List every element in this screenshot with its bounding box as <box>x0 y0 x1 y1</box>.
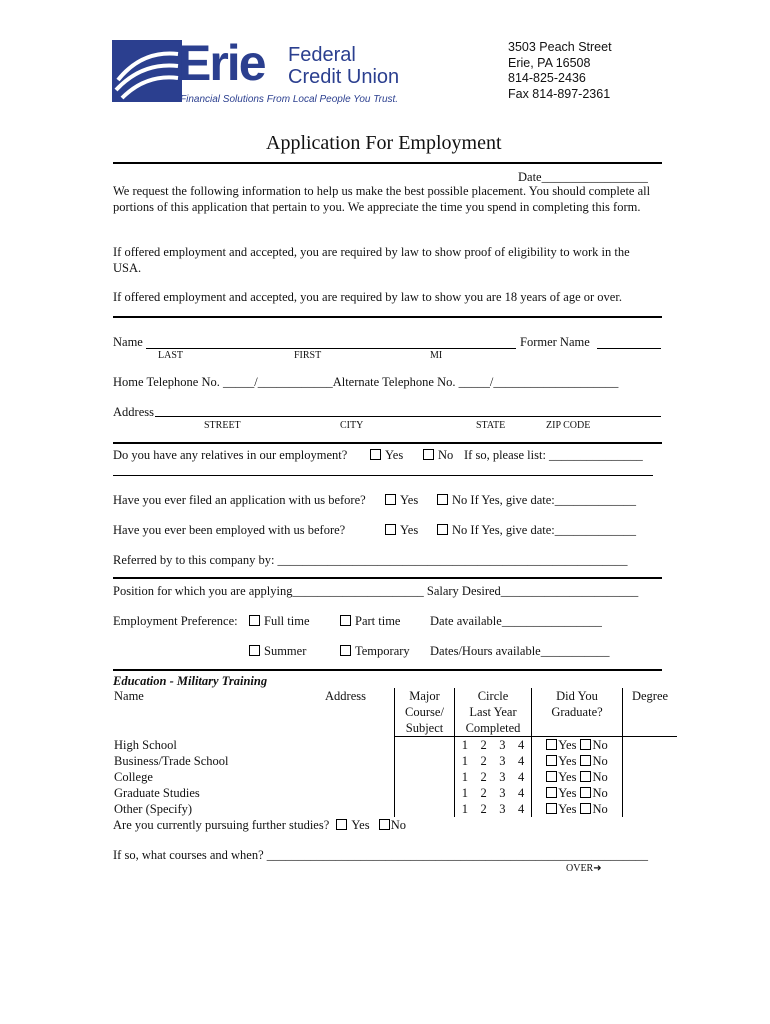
date-available-field[interactable]: Date available________________ <box>430 614 602 628</box>
logo-line1: Federal <box>288 44 356 66</box>
checkbox-icon[interactable] <box>580 771 591 782</box>
major-cell[interactable] <box>395 737 455 754</box>
degree-cell[interactable] <box>623 737 678 754</box>
over-text: OVER <box>566 863 594 874</box>
logo-line2: Credit Union <box>288 66 400 88</box>
address-city: Erie, PA 16508 <box>508 55 591 70</box>
years-cell[interactable]: 1 2 3 4 <box>455 785 532 801</box>
address-phone: 814-825-2436 <box>508 71 586 85</box>
city-caption: CITY <box>340 420 364 431</box>
checkbox-icon[interactable] <box>336 819 347 830</box>
section-divider <box>113 577 662 579</box>
relatives-line[interactable] <box>113 475 653 476</box>
graduate-cell[interactable] <box>532 785 623 801</box>
eligibility-paragraph: If offered employment and accepted, you are required by law to show proof of eligibility to work in the USA. <box>113 245 630 275</box>
part-time-option[interactable] <box>340 614 400 629</box>
row-label: College <box>114 770 153 784</box>
employed-question: Have you ever been employed with us before? <box>113 523 346 537</box>
yes-label: Yes <box>558 754 577 768</box>
checkbox-icon[interactable] <box>546 787 557 798</box>
table-row <box>112 801 677 817</box>
relatives-no[interactable] <box>423 448 453 463</box>
summer-label: Summer <box>264 644 307 658</box>
yes-label: Yes <box>558 770 577 784</box>
years-cell[interactable]: 1 2 3 4 <box>455 801 532 817</box>
street-caption: STREET <box>204 420 241 431</box>
table-row <box>112 785 677 801</box>
checkbox-icon[interactable] <box>437 494 448 505</box>
further-studies-question <box>113 818 406 833</box>
first-caption: FIRST <box>294 350 322 361</box>
temporary-option[interactable] <box>340 644 410 659</box>
col-major-header: Major Course/ Subject <box>395 688 455 737</box>
yes-label: Yes <box>385 448 404 462</box>
referred-line[interactable]: Referred by to this company by: ________________________________________________________ <box>113 553 628 567</box>
checkbox-icon[interactable] <box>546 803 557 814</box>
filed-question: Have you ever filed an application with us before? <box>113 493 366 507</box>
checkbox-icon[interactable] <box>580 803 591 814</box>
education-heading: Education - Military Training <box>113 674 268 688</box>
name-field[interactable] <box>146 348 516 349</box>
former-name-label: Former Name <box>520 335 590 349</box>
table-row <box>112 769 677 785</box>
checkbox-icon[interactable] <box>385 494 396 505</box>
company-address <box>508 40 612 102</box>
checkbox-icon[interactable] <box>385 524 396 535</box>
preference-label: Employment Preference: <box>113 614 238 628</box>
no-label: No <box>592 754 608 768</box>
phone-line[interactable]: Home Telephone No. _____/____________Alternate Telephone No. _____/____________________ <box>113 375 619 389</box>
date-field[interactable]: Date_________________ <box>518 170 648 184</box>
col-address-header: Address <box>325 689 366 703</box>
state-caption: STATE <box>476 420 506 431</box>
title-divider <box>113 162 662 164</box>
checkbox-icon[interactable] <box>379 819 390 830</box>
summer-option[interactable] <box>249 644 306 659</box>
last-caption: LAST <box>158 350 183 361</box>
checkbox-icon[interactable] <box>437 524 448 535</box>
name-label: Name <box>113 335 143 349</box>
arrow-right-icon: ➜ <box>593 863 602 874</box>
employed-no[interactable] <box>437 523 636 538</box>
years-cell[interactable]: 1 2 3 4 <box>455 737 532 754</box>
logo-tagline: Financial Solutions From Local People You Trust. <box>180 94 399 105</box>
checkbox-icon[interactable] <box>546 739 557 750</box>
yes-label: Yes <box>558 786 577 800</box>
logo <box>112 35 400 108</box>
row-label: Other (Specify) <box>114 802 193 816</box>
address-street: 3503 Peach Street <box>508 40 612 54</box>
no-label: No <box>390 818 406 832</box>
major-cell[interactable] <box>395 801 455 817</box>
logo-brand: Erie <box>178 35 265 91</box>
major-cell[interactable] <box>395 785 455 801</box>
section-divider <box>113 316 662 318</box>
no-label: No <box>438 448 454 462</box>
checkbox-icon[interactable] <box>423 449 434 460</box>
relatives-question: Do you have any relatives in our employment? <box>113 448 348 462</box>
courses-line[interactable]: If so, what courses and when? _____________________________________________________________ <box>113 848 649 862</box>
col-circle-header: Circle Last Year Completed <box>455 688 532 737</box>
no-label: No If Yes, give date:_____________ <box>452 493 637 507</box>
no-label: No <box>592 738 608 752</box>
major-cell[interactable] <box>395 769 455 785</box>
degree-cell[interactable] <box>623 785 678 801</box>
dates-hours-field[interactable]: Dates/Hours available___________ <box>430 644 610 658</box>
section-divider <box>113 669 662 671</box>
page-title: Application For Employment <box>266 132 502 154</box>
checkbox-icon[interactable] <box>546 755 557 766</box>
part-time-label: Part time <box>355 614 401 628</box>
no-label: No <box>592 770 608 784</box>
checkbox-icon[interactable] <box>340 615 351 626</box>
address-fax: Fax 814-897-2361 <box>508 86 611 101</box>
employed-yes[interactable] <box>385 523 418 538</box>
mi-caption: MI <box>430 350 443 361</box>
graduate-cell[interactable] <box>532 737 623 754</box>
no-label: No <box>592 802 608 816</box>
no-label: No If Yes, give date:_____________ <box>452 523 637 537</box>
degree-cell[interactable] <box>623 801 678 817</box>
full-time-option[interactable] <box>249 614 310 629</box>
checkbox-icon[interactable] <box>370 449 381 460</box>
checkbox-icon[interactable] <box>580 739 591 750</box>
yes-label: Yes <box>351 818 370 832</box>
yes-label: Yes <box>558 738 577 752</box>
years-cell[interactable]: 1 2 3 4 <box>455 753 532 769</box>
filed-yes[interactable] <box>385 493 418 508</box>
major-cell[interactable] <box>395 753 455 769</box>
full-time-label: Full time <box>264 614 310 628</box>
address-label: Address <box>113 405 154 419</box>
graduate-cell[interactable] <box>532 753 623 769</box>
yes-label: Yes <box>558 802 577 816</box>
checkbox-icon[interactable] <box>249 645 260 656</box>
position-line[interactable]: Position for which you are applying_____________________ Salary Desired______________________ <box>113 584 639 598</box>
col-degree-header: Degree <box>623 688 678 737</box>
row-label: Business/Trade School <box>114 754 229 768</box>
yes-label: Yes <box>400 493 419 507</box>
checkbox-icon[interactable] <box>580 787 591 798</box>
logo-swoosh-icon <box>112 40 182 102</box>
further-question-text: Are you currently pursuing further studies? <box>113 818 330 832</box>
col-name-header: Name <box>114 689 144 703</box>
over-label <box>566 863 602 874</box>
years-cell[interactable]: 1 2 3 4 <box>455 769 532 785</box>
checkbox-icon[interactable] <box>340 645 351 656</box>
former-name-field[interactable] <box>597 348 661 349</box>
table-row <box>112 753 677 769</box>
address-field[interactable] <box>155 416 661 417</box>
filed-no[interactable] <box>437 493 636 508</box>
checkbox-icon[interactable] <box>580 755 591 766</box>
checkbox-icon[interactable] <box>249 615 260 626</box>
yes-label: Yes <box>400 523 419 537</box>
zip-caption: ZIP CODE <box>546 420 591 431</box>
degree-cell[interactable] <box>623 769 678 785</box>
checkbox-icon[interactable] <box>546 771 557 782</box>
education-table <box>112 688 677 817</box>
col-graduate-header: Did You Graduate? <box>532 688 623 737</box>
no-label: No <box>592 786 608 800</box>
row-label: Graduate Studies <box>114 786 200 800</box>
relatives-yes[interactable] <box>370 448 403 463</box>
graduate-cell[interactable] <box>532 801 623 817</box>
graduate-cell[interactable] <box>532 769 623 785</box>
row-label: High School <box>114 737 177 752</box>
table-row <box>112 737 677 754</box>
section-divider <box>113 442 662 444</box>
temporary-label: Temporary <box>355 644 410 658</box>
intro-paragraph: We request the following information to help us make the best possible placement. You should complete all portions of this application that pertain to you. We appreciate the time you spend in completing this form. <box>113 184 651 214</box>
degree-cell[interactable] <box>623 753 678 769</box>
relatives-list[interactable]: If so, please list: _______________ <box>464 448 643 462</box>
age-paragraph: If offered employment and accepted, you are required by law to show you are 18 years of age or over. <box>113 290 622 304</box>
